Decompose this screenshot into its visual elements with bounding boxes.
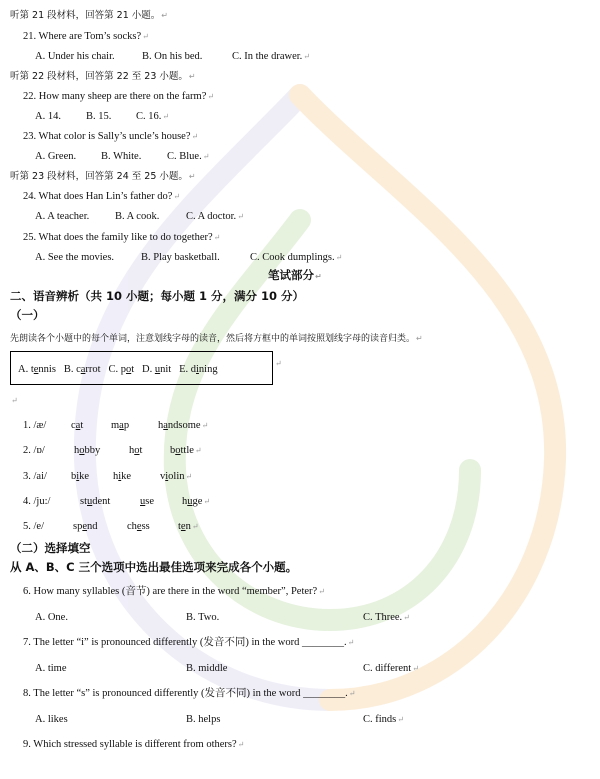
- box-option-b: B. carrot: [63, 364, 101, 375]
- option-8-b: B. helps: [186, 714, 221, 725]
- phonetic-word: bike: [71, 471, 90, 482]
- option-21-a: A. Under his chair.: [35, 51, 115, 62]
- option-7-b: B. middle: [186, 663, 228, 674]
- phonetic-word: chess: [127, 521, 150, 532]
- question-24: 24. What does Han Lin’s father do?↵: [23, 191, 181, 202]
- option-25-a: A. See the movies.: [35, 252, 115, 263]
- option-6-b: B. Two.: [186, 612, 220, 623]
- option-23-c: C. Blue.↵: [167, 151, 210, 162]
- option-22-a: A. 14.: [35, 111, 61, 122]
- phonetic-word: hot: [129, 445, 143, 456]
- box-option-c: C. pot: [108, 364, 135, 375]
- part-1-instruction: 先朗读各个小题中的每个单词，注意划线字母的读音，然后将方框中的单词按照划线字母的读音归类。↵: [10, 334, 423, 344]
- phonetic-number: 3. /ai/: [23, 471, 47, 482]
- question-21: 21. Where are Tom’s socks?↵: [23, 31, 149, 42]
- option-8-c: C. finds↵: [363, 714, 404, 725]
- phonetic-number: 1. /æ/: [23, 420, 47, 431]
- question-23: 23. What color is Sally’s uncle’s house?↵: [23, 131, 199, 142]
- option-24-c: C. A doctor.↵: [186, 211, 244, 222]
- phonetic-number: 4. /ju:/: [23, 496, 51, 507]
- box-option-d: D. unit: [142, 364, 172, 375]
- part-2-title: （二）选择填空: [10, 541, 91, 555]
- part-2-instruction: 从 A、B、C 三个选项中选出最佳选项来完成各个小题。: [10, 560, 298, 574]
- option-22-c: C. 16.↵: [136, 111, 170, 122]
- section-21-instruction: 听第 21 段材料，回答第 21 小题。↵: [10, 10, 168, 21]
- word-box-options: [18, 363, 218, 376]
- phonetic-word: hobby: [74, 445, 101, 456]
- option-21-c: C. In the drawer.↵: [232, 51, 310, 62]
- option-6-c: C. Three.↵: [363, 612, 410, 623]
- phonetic-word: spend: [73, 521, 98, 532]
- box-para-mark: ↵: [275, 359, 282, 368]
- phonetic-word: use: [140, 496, 154, 507]
- option-7-a: A. time: [35, 663, 67, 674]
- phonetic-word: bottle↵: [170, 445, 202, 456]
- option-24-b: B. A cook.: [115, 211, 160, 222]
- section-2-title: 二、语音辨析（共 10 小题；每小题 1 分，满分 10 分）: [10, 289, 305, 303]
- phonetic-word: cat: [71, 420, 84, 431]
- section-22-instruction: 听第 22 段材料，回答第 22 至 23 小题。↵: [10, 71, 196, 82]
- option-25-c: C. Cook dumplings.↵: [250, 252, 343, 263]
- option-22-b: B. 15.: [86, 111, 112, 122]
- question-22: 22. How many sheep are there on the farm?↵: [23, 91, 215, 102]
- option-25-b: B. Play basketball.: [141, 252, 220, 263]
- phonetic-word: hike: [113, 471, 132, 482]
- phonetic-word: student: [80, 496, 111, 507]
- option-21-b: B. On his bed.: [142, 51, 203, 62]
- phonetic-word: handsome↵: [158, 420, 209, 431]
- question-7: 7. The letter “i” is pronounced differently (发音不同) in the word ________.↵: [23, 637, 355, 648]
- option-7-c: C. different↵: [363, 663, 419, 674]
- empty-para-mark: ↵: [11, 396, 18, 405]
- question-8: 8. The letter “s” is pronounced differently (发音不同) in the word ________.↵: [23, 688, 356, 699]
- box-option-a: A. tennis: [18, 364, 56, 375]
- phonetic-word: map: [111, 420, 130, 431]
- question-9: 9. Which stressed syllable is different from others?↵: [23, 739, 245, 750]
- written-part-title: 笔试部分↵: [268, 268, 322, 282]
- section-23-instruction: 听第 23 段材料，回答第 24 至 25 小题。↵: [10, 171, 196, 182]
- box-option-e: E. dining: [179, 364, 218, 375]
- option-8-a: A. likes: [35, 714, 68, 725]
- option-23-b: B. White.: [101, 151, 142, 162]
- phonetic-word: huge↵: [182, 496, 211, 507]
- option-24-a: A. A teacher.: [35, 211, 90, 222]
- part-1-title: （一）: [10, 308, 45, 322]
- phonetic-number: 5. /e/: [23, 521, 44, 532]
- phonetic-word: ten↵: [178, 521, 199, 532]
- phonetic-word: violin↵: [160, 471, 193, 482]
- question-6: 6. How many syllables (音节) are there in the word “member”, Peter?↵: [23, 586, 325, 597]
- question-25: 25. What does the family like to do together?↵: [23, 232, 221, 243]
- option-6-a: A. One.: [35, 612, 68, 623]
- option-23-a: A. Green.: [35, 151, 77, 162]
- phonetic-number: 2. /ɒ/: [23, 445, 45, 456]
